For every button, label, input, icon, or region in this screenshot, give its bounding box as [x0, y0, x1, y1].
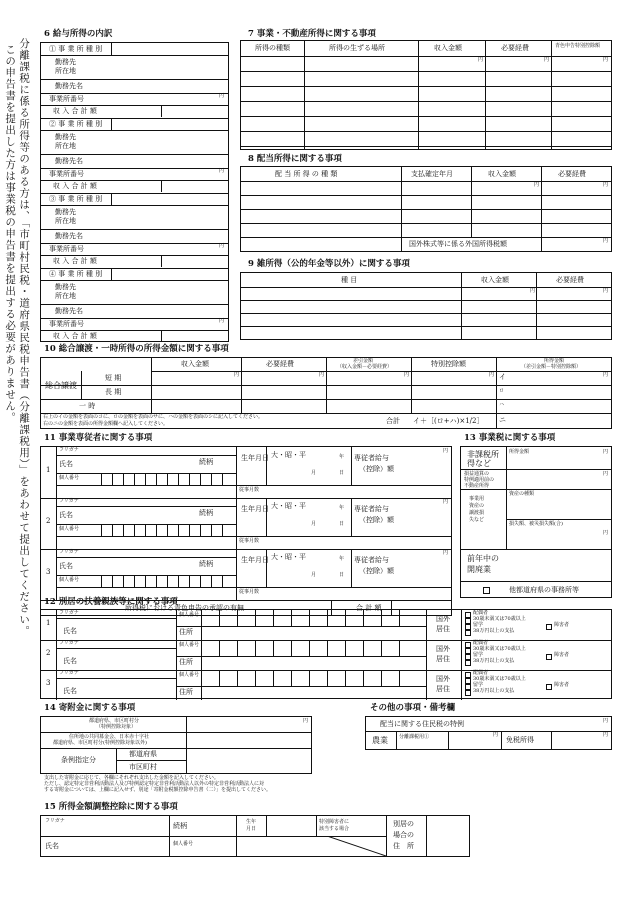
- s12-check-box[interactable]: [546, 684, 552, 690]
- s13-other-pref-label: 他都道府県の事務所等: [509, 586, 579, 594]
- s6-block-2-type: ② 事 業 所 種 別: [49, 120, 103, 128]
- s15-zokugara: 続柄: [173, 822, 187, 830]
- s15-birth2: 月日: [246, 826, 257, 832]
- s8-h3: 収入金額: [488, 170, 516, 178]
- s12-check-label: 30歳未満又は70歳以上: [473, 646, 526, 652]
- s12-kokugai1: 国外: [436, 675, 450, 683]
- s11-table: 1 フリガナ 氏名 個人番号 続柄 生年月日 大・昭・平 年 月 日 専従者給与 （控除）額 円 従事月数 2 フリガナ 氏名 個人番号 続柄 生年月日 大・昭・平 年 月 日 専従者給与 （控除）額 円 従事月数 3 フリガナ 氏名 個人番号 続柄 生年月日 大・昭・平 年 月 日 専従者給与 （控除）額 円 従事月数 所得税における青色申告の承認の有無 合 計 額: [40, 446, 452, 616]
- s12-check-label: 障害者: [554, 652, 570, 658]
- s12-check-label: 留学: [473, 652, 484, 658]
- s12-kokugai1: 国外: [436, 645, 450, 653]
- s11-blue-label: 所得税における青色申告の承認の有無: [125, 604, 244, 612]
- other-nogyo: 農業: [372, 736, 388, 745]
- s6-total: 収 入 合 計 額: [53, 182, 97, 190]
- s6-addr1: 勤務先: [55, 133, 76, 141]
- s13-table: 非課税所 得など 所得金額 円 損益通算の 特例適用前の 不動産所得 円 事業用 資産の 譲渡損 失など 資産の種類 損失額、被災損失額(合) 円 前年中の 開廃業 他都道府県の事務所等: [460, 446, 612, 598]
- s6-total: 収 入 合 計 額: [53, 257, 97, 265]
- s11-total-label: 合 計 額: [356, 604, 382, 612]
- s8-h4: 必要経費: [558, 170, 586, 178]
- s14-todofuken: 都道府県: [129, 750, 157, 758]
- other-title: その他の事項・備考欄: [370, 703, 456, 713]
- s12-check-label: 38万円以上の支払: [473, 688, 515, 694]
- s14-r2b: 都道府県、市区町村分(特例控除対象以外): [53, 740, 147, 746]
- s13-jigyo3: 譲渡損: [469, 510, 485, 516]
- s13-hikazei1: 非課税所: [467, 450, 499, 459]
- s14-note3: する寄附金については、上欄に記入せず、別途「寄附金税額控除申告書（二）」を提出してください。: [44, 787, 272, 793]
- s12-check-box[interactable]: [465, 690, 471, 696]
- s12-name: 氏名: [63, 657, 77, 665]
- s11-days: 従事月数: [239, 538, 260, 544]
- s12-check-label: 障害者: [554, 682, 570, 688]
- s12-check-box[interactable]: [465, 660, 471, 666]
- s15-bekkyo2: 場合の: [393, 831, 414, 839]
- s12-kojin: 個人番号: [179, 672, 200, 678]
- s11-month: 月: [311, 521, 317, 527]
- s11-birth-label: 生年月日: [241, 556, 269, 564]
- s11-kojin: 個人番号: [59, 577, 80, 583]
- s6-addr2: 所在地: [55, 292, 76, 300]
- s15-diagonal: [327, 836, 386, 856]
- s11-year: 年: [339, 505, 345, 511]
- s11-title: 11 事業専従者に関する事項: [44, 433, 153, 443]
- s11-day: 日: [339, 470, 345, 476]
- s10-h3b: （収入金額－必要経費）: [337, 364, 393, 370]
- s6-addr2: 所在地: [55, 217, 76, 225]
- s6-number: 事業所番号: [49, 320, 84, 328]
- s11-zokugara: 続柄: [199, 458, 213, 466]
- s13-fudosan3: 不動産所得: [464, 483, 490, 489]
- s6-table: ① 事 業 所 種 別 勤務先 所在地 勤務先名 事業所番号 収 入 合 計 額 円 ② 事 業 所 種 別 勤務先 所在地 勤務先名 事業所番号 収 入 合 計 額 円 ③ 事 業 所 種 別 勤務先 所在地 勤務先名 事業所番号 収 入 合 計 額 円 ④ 事 業 所 種 別 勤務先 所在地 勤務先名 事業所番号 収 入 合 計 額 円: [40, 42, 229, 342]
- s11-days: 従事月数: [239, 589, 260, 595]
- s12-name: 氏名: [63, 627, 77, 635]
- s13-shotoku: 所得金額: [509, 449, 530, 455]
- s12-row-num: 1: [46, 619, 51, 627]
- s11-salary1: 専従者給与: [354, 556, 389, 564]
- s11-name: 氏名: [59, 562, 73, 570]
- s12-kojin: 個人番号: [179, 612, 200, 618]
- s11-furigana: フリガナ: [59, 447, 79, 453]
- s8-h2: 支払確定年月: [411, 170, 453, 178]
- s6-block-3-type: ③ 事 業 所 種 別: [49, 195, 103, 203]
- other-menzei: 免税所得: [506, 736, 534, 744]
- other-bunri: 分離課税用①: [399, 734, 430, 740]
- s12-check-label: 配偶者: [473, 670, 489, 676]
- s14-r2a: 住所地の共同募金会、日本赤十字社: [69, 734, 150, 740]
- s12-check-label: 配偶者: [473, 640, 489, 646]
- s15-tokubetsu2: 該当する場合: [319, 826, 350, 832]
- s13-zennen1: 前年中の: [467, 554, 499, 563]
- s6-addr2: 所在地: [55, 142, 76, 150]
- s15-furigana: フリガナ: [45, 818, 65, 824]
- s11-birth-label: 生年月日: [241, 505, 269, 513]
- s12-furigana: フリガナ: [59, 670, 79, 676]
- s14-note2: ただし、認定特定非営利活動法人及び特例認定特定非営利活動法人以外の特定非営利活動法人に対: [44, 781, 265, 787]
- s15-table: [40, 815, 470, 857]
- s12-check-label: 30歳未満又は70歳以上: [473, 676, 526, 682]
- s10-sum-formula: イ＋［(ロ+ハ)×1/2］: [413, 417, 484, 425]
- s6-addr2: 所在地: [55, 67, 76, 75]
- s15-bekkyo1: 別居の: [393, 820, 414, 828]
- s10-note1: 右上のイの金額を表面のコに、ロの金額を表面のサに、ハの金額を表面のシに記入してください。: [43, 414, 264, 420]
- s10-title: 10 総合譲渡・一時所得の所得金額に関する事項: [44, 344, 229, 354]
- s14-jorei: 条例指定分: [61, 756, 96, 764]
- s6-number: 事業所番号: [49, 95, 84, 103]
- s6-total: 収 入 合 計 額: [53, 332, 97, 340]
- s14-r1b: （特例控除対象）: [96, 724, 137, 730]
- side-note-col1: この申告書を提出した方は事業税の申告書を提出する必要がありません。: [4, 44, 17, 424]
- s9-title: 9 雑所得（公的年金等以外）に関する事項: [248, 259, 410, 269]
- s6-total: 収 入 合 計 額: [53, 107, 97, 115]
- s12-check-label: 配偶者: [473, 610, 489, 616]
- s14-shikuchoson: 市区町村: [129, 763, 157, 771]
- s10-row-ichiji: 一 時: [79, 402, 96, 410]
- s11-furigana: フリガナ: [59, 549, 79, 555]
- s12-kokugai2: 居住: [436, 655, 450, 663]
- s11-row-num: 2: [46, 517, 51, 525]
- s6-title: 6 給与所得の内訳: [44, 29, 113, 39]
- s6-number: 事業所番号: [49, 245, 84, 253]
- s13-jigyo4: 失など: [469, 517, 485, 523]
- s11-month: 月: [311, 470, 317, 476]
- s6-number: 事業所番号: [49, 170, 84, 178]
- s12-name: 氏名: [63, 687, 77, 695]
- s15-kojin: 個人番号: [173, 841, 194, 847]
- s11-zokugara: 続柄: [199, 560, 213, 568]
- s13-jigyo2: 資産の: [469, 503, 485, 509]
- s11-furigana: フリガナ: [59, 498, 79, 504]
- s11-salary2: （控除）額: [359, 567, 394, 575]
- s11-salary2: （控除）額: [359, 465, 394, 473]
- s10-h3a: 差引金額: [353, 358, 374, 364]
- s7-h2: 所得の生ずる場所: [329, 44, 385, 52]
- s12-row-num: 2: [46, 649, 51, 657]
- s10-row-long: 長 期: [105, 388, 122, 396]
- s11-day: 日: [339, 572, 345, 578]
- s7-h5: 青色申告特別控除額: [555, 43, 601, 49]
- s15-title: 15 所得金額調整控除に関する事項: [44, 802, 178, 812]
- s10-h4: 特別控除額: [431, 360, 466, 368]
- s12-kokugai2: 居住: [436, 685, 450, 693]
- side-note-col2: 分離課税に係る所得等のある方は、「市町村民税・道府県民税申告書（分離課税用）」をあわせて提出してください。: [18, 38, 31, 637]
- s7-h4: 必要経費: [501, 44, 529, 52]
- s11-year: 年: [339, 556, 345, 562]
- s12-kokugai1: 国外: [436, 615, 450, 623]
- s9-h2: 収入金額: [481, 276, 509, 284]
- s14-title: 14 寄附金に関する事項: [44, 703, 136, 713]
- s10-sum-label: 合計: [386, 417, 400, 425]
- s12-kokugai2: 居住: [436, 625, 450, 633]
- s12-check-label: 38万円以上の支払: [473, 628, 515, 634]
- s10-mark-i: イ: [499, 373, 506, 381]
- s12-address: 住所: [179, 628, 193, 636]
- s11-kojin: 個人番号: [59, 475, 80, 481]
- s13-other-pref-checkbox[interactable]: [483, 587, 490, 594]
- s13-sonshitsu: 損失額、被災損失額(合): [509, 521, 563, 527]
- s13-title: 13 事業税に関する事項: [464, 433, 556, 443]
- s12-address: 住所: [179, 658, 193, 666]
- s9-table: 種 目 収入金額 必要経費 円 円: [240, 272, 612, 340]
- s11-month: 月: [311, 572, 317, 578]
- s10-mark-ro: ロ: [499, 388, 505, 394]
- s6-block-1-type: ① 事 業 所 種 別: [49, 45, 103, 53]
- s14-table: 都道府県、市区町村分 （特例控除対象） 住所地の共同募金会、日本赤十字社 都道府県、市区町村分(特例控除対象以外) 条例指定分 都道府県 市区町村 円: [40, 716, 312, 774]
- s9-h1: 種 目: [341, 276, 358, 284]
- s11-era: 大・昭・平: [271, 553, 306, 561]
- s6-name: 勤務先名: [55, 157, 83, 165]
- s14-r1a: 都道府県、市区町村分: [89, 718, 140, 724]
- s13-shisan: 資産の種類: [509, 491, 535, 497]
- s12-furigana: フリガナ: [59, 640, 79, 646]
- s6-addr1: 勤務先: [55, 208, 76, 216]
- s11-kojin: 個人番号: [59, 526, 80, 532]
- s10-h1: 収入金額: [181, 360, 209, 368]
- s6-name: 勤務先名: [55, 307, 83, 315]
- s11-salary2: （控除）額: [359, 516, 394, 524]
- s8-table: 配 当 所 得 の 種 類 支払確定年月 収入金額 必要経費 円 円 国外株式等に係る外国所得税額 円: [240, 166, 612, 252]
- s10-mark-ha: ハ: [499, 402, 505, 408]
- s6-block-4-type: ④ 事 業 所 種 別: [49, 270, 103, 278]
- s11-zokugara: 続柄: [199, 509, 213, 517]
- s14-note1: 支出した寄附金に応じて、各欄にそれぞれ支出した金額を記入してください。: [44, 775, 219, 781]
- s11-era: 大・昭・平: [271, 502, 306, 510]
- s11-row-num: 3: [46, 568, 51, 576]
- s6-name: 勤務先名: [55, 82, 83, 90]
- s13-fudosan1: 損益通算の: [464, 471, 490, 477]
- s11-era: 大・昭・平: [271, 451, 306, 459]
- s12-check-label: 障害者: [554, 622, 570, 628]
- s8-foreign-label: 国外株式等に係る外国所得税額: [409, 240, 507, 248]
- s11-name: 氏名: [59, 511, 73, 519]
- s11-day: 日: [339, 521, 345, 527]
- s10-row-short: 短 期: [105, 374, 122, 382]
- s12-check-box[interactable]: [546, 654, 552, 660]
- s15-bekkyo3: 住 所: [393, 842, 414, 850]
- s6-addr1: 勤務先: [55, 58, 76, 66]
- s12-title: 12 別居の扶養親族等に関する事項: [44, 597, 178, 607]
- s10-h5a: 所得金額: [544, 358, 565, 364]
- s11-days: 従事月数: [239, 487, 260, 493]
- s11-row-num: 1: [46, 466, 51, 474]
- s10-h5b: （差引金額－特別控除額）: [521, 364, 582, 370]
- s9-h3: 必要経費: [556, 276, 584, 284]
- s7-h1: 所得の種類: [255, 44, 290, 52]
- s11-year: 年: [339, 454, 345, 460]
- other-haito: 配当に関する住民税の特例: [380, 720, 464, 728]
- s6-addr1: 勤務先: [55, 283, 76, 291]
- s12-address: 住所: [179, 688, 193, 696]
- s8-title: 8 配当所得に関する事項: [248, 154, 342, 164]
- s15-birth1: 生年: [246, 819, 257, 825]
- s12-row-num: 3: [46, 679, 51, 687]
- s13-fudosan2: 特例適用前の: [464, 477, 495, 483]
- s10-note2: 右のニの金額を表面の所得金額欄へ記入してください。: [43, 421, 169, 427]
- s10-table: 収入金額 必要経費 差引金額 （収入金額－必要経費） 特別控除額 所得金額 （差引金額－特別控除額） 総合譲渡 短 期 長 期 一 時 円 円 円 円 円 イ ロ ハ ニ 右上のイの金額を表面のコに、ロの金額を表面のサに、ハの金額を表面のシに記入してください。 右のニの金額を表面の所得金額欄へ記入してください。 合計 イ＋［(ロ+ハ)×1/2］: [40, 357, 612, 429]
- s10-h2: 必要経費: [266, 360, 294, 368]
- s7-h3: 収入金額: [434, 44, 462, 52]
- s11-birth-label: 生年月日: [241, 454, 269, 462]
- s12-check-box[interactable]: [465, 630, 471, 636]
- s12-check-label: 留学: [473, 622, 484, 628]
- s11-name: 氏名: [59, 460, 73, 468]
- s10-group: 総合譲渡: [45, 381, 77, 390]
- s12-check-label: 留学: [473, 682, 484, 688]
- s12-furigana: フリガナ: [59, 610, 79, 616]
- s8-h1: 配 当 所 得 の 種 類: [275, 170, 338, 178]
- s15-name: 氏名: [45, 842, 59, 850]
- other-table: 配当に関する住民税の特例 円 農業 分離課税用① 円 免税所得 円: [365, 716, 612, 750]
- s12-check-label: 38万円以上の支払: [473, 658, 515, 664]
- s13-jigyo1: 事業用: [469, 496, 485, 502]
- s10-mark-ni: ニ: [499, 416, 506, 424]
- s15-tokubetsu1: 特別障害者に: [319, 819, 350, 825]
- s11-salary1: 専従者給与: [354, 454, 389, 462]
- s7-title: 7 事業・不動産所得に関する事項: [248, 29, 376, 39]
- s6-name: 勤務先名: [55, 232, 83, 240]
- s12-check-label: 30歳未満又は70歳以上: [473, 616, 526, 622]
- s12-check-box[interactable]: [546, 624, 552, 630]
- s12-kojin: 個人番号: [179, 642, 200, 648]
- s13-hikazei2: 得など: [467, 459, 491, 468]
- s7-table: 所得の種類 所得の生ずる場所 収入金額 必要経費 青色申告特別控除額 円 円 円: [240, 40, 612, 150]
- s12-table: [40, 609, 612, 699]
- s11-salary1: 専従者給与: [354, 505, 389, 513]
- s13-zennen2: 開廃業: [467, 565, 491, 574]
